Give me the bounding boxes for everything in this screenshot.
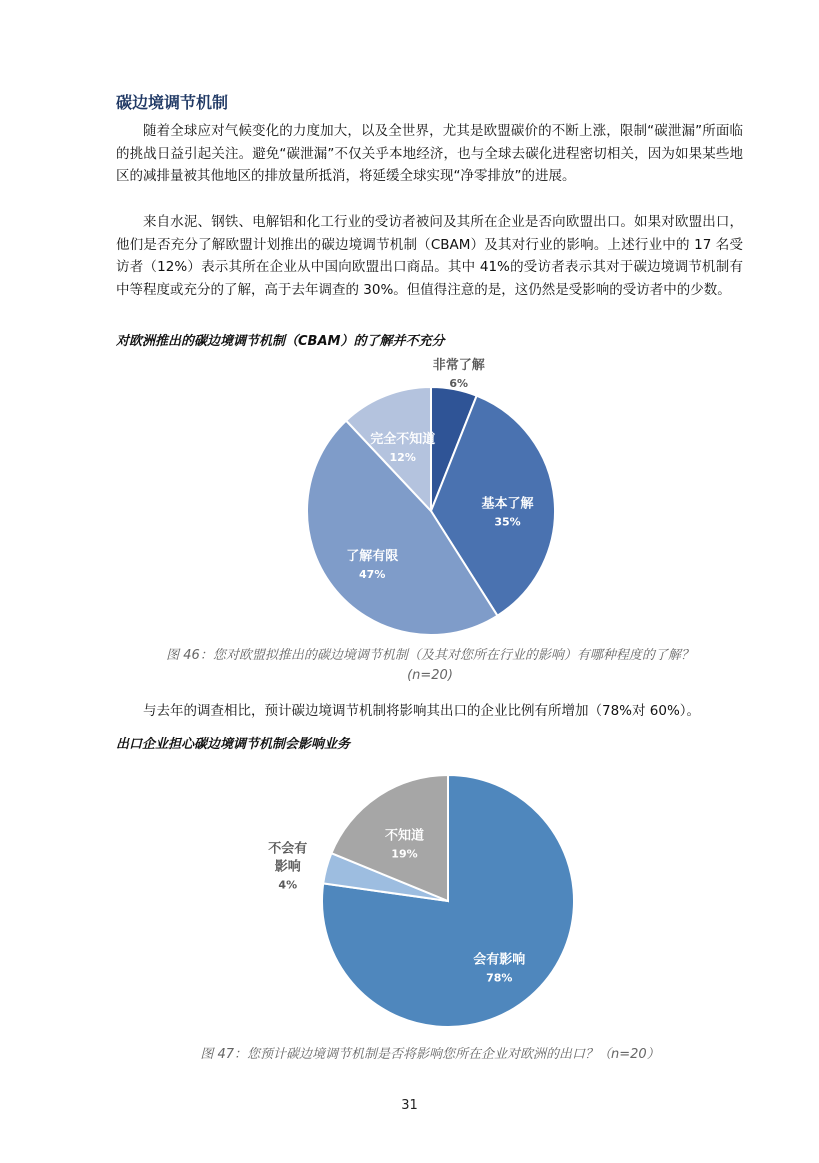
chart2-value-0: 78% xyxy=(486,971,513,985)
chart1-value-0: 6% xyxy=(449,377,469,391)
chart1-title: 对欧洲推出的碳边境调节机制（CBAM）的了解并不充分 xyxy=(116,334,445,349)
chart2-label-2: 不知道 xyxy=(384,828,424,844)
chart2-label-1-line0: 不会有 xyxy=(268,841,308,857)
chart2-label-1-line1: 影响 xyxy=(274,859,301,875)
chart1-label-0: 非常了解 xyxy=(432,358,485,374)
chart2-value-1: 4% xyxy=(278,878,298,892)
chart2-label-0: 会有影响 xyxy=(473,952,526,968)
chart1-label-1: 基本了解 xyxy=(481,496,534,512)
chart1-value-2: 47% xyxy=(359,568,386,582)
chart2-value-2: 19% xyxy=(391,847,418,861)
chart1-caption-line1: 图 46：您对欧盟拟推出的碳边境调节机制（及其对您所在行业的影响）有哪种程度的了解？ xyxy=(166,648,694,663)
page-number: 31 xyxy=(401,1098,418,1113)
section-heading: 碳边境调节机制 xyxy=(116,93,229,112)
chart1-label-2: 了解有限 xyxy=(346,549,399,565)
chart2-title: 出口企业担心碳边境调节机制会影响业务 xyxy=(116,737,351,752)
chart1-label-3: 完全不知道 xyxy=(370,432,436,448)
paragraph-2: 来自水泥、钢铁、电解铝和化工行业的受访者被问及其所在企业是否向欧盟出口。如果对欧盟出口，他们是否充分了解欧盟计划推出的碳边境调节机制（CBAM）及其对行业的影响。上述行业中的 17 名受访者（12%）表示其所在企业从中国向欧盟出口商品。其中 41%的受访者表示其对于碳边境调节机制有中等程度或充分的了解，高于去年调查的 30%。但值得注意的是，这仍然是受影响的受访者中的少数。 xyxy=(116,214,743,298)
chart2-pie xyxy=(0,765,819,1035)
paragraph-1: 随着全球应对气候变化的力度加大，以及全世界，尤其是欧盟碳价的不断上涨，限制“碳泄漏”所面临的挑战日益引起关注。避免“碳泄漏”不仅关乎本地经济，也与全球去碳化进程密切相关，因为如果某些地区的减排量被其他地区的排放量所抵消，将延缓全球实现“净零排放”的进展。 xyxy=(116,123,743,184)
chart1-caption xyxy=(100,646,760,686)
chart1-pie xyxy=(0,356,819,641)
chart1-value-3: 12% xyxy=(389,451,416,465)
chart2-caption: 图 47：您预计碳边境调节机制是否将影响您所在企业对欧洲的出口？（n=20） xyxy=(200,1047,660,1062)
chart1-value-1: 35% xyxy=(494,515,521,529)
paragraph-3: 与去年的调查相比，预计碳边境调节机制将影响其出口的企业比例有所增加（78%对 60%）。 xyxy=(143,703,701,719)
chart1-caption-line2: (n=20) xyxy=(407,668,453,683)
